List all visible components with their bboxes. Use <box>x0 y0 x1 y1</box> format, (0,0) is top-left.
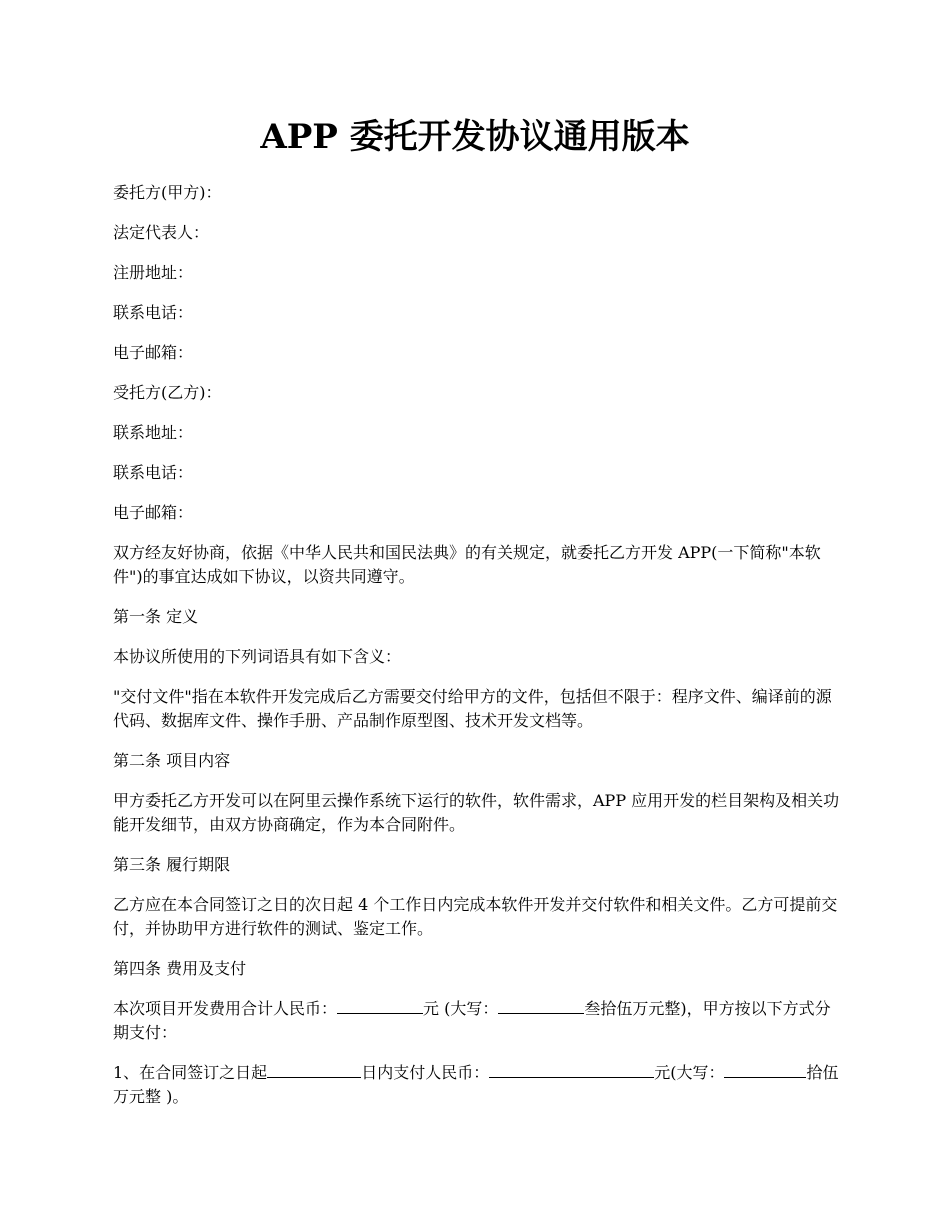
article-3-text: 乙方应在本合同签订之日的次日起 4 个工作日内完成本软件开发并交付软件和相关文件。乙方可提前交付，并协助甲方进行软件的测试、鉴定工作。 <box>113 895 838 938</box>
article-3-heading: 第三条 履行期限 <box>113 855 231 874</box>
installment-days-blank <box>267 1061 361 1078</box>
article-1-definition: "交付文件"指在本软件开发完成后乙方需要交付给甲方的文件，包括但不限于：程序文件、编译前的源代码、数据库文件、操作手册、产品制作原型图、技术开发文档等。 <box>113 687 832 730</box>
fee-amount-blank <box>337 997 423 1014</box>
installment-amount-blank <box>489 1061 654 1078</box>
phone-b-line: 联系电话： <box>113 463 194 482</box>
phone-a-line: 联系电话： <box>113 303 194 322</box>
email-b-line: 电子邮箱： <box>113 503 194 522</box>
fee-capital-blank <box>498 997 584 1014</box>
installment-capital-blank <box>724 1061 782 1078</box>
party-b-line: 受托方(乙方)： <box>113 383 222 402</box>
article-4-fee-paragraph <box>113 997 843 1045</box>
article-4-installment-1 <box>113 1061 843 1109</box>
legal-rep-line: 法定代表人： <box>113 223 210 242</box>
document-body <box>113 181 843 1125</box>
installment-text-2: 日内支付人民币： <box>361 1063 490 1082</box>
fee-text-3: 叁拾伍万元整)，甲方按以下方式分期支付： <box>113 999 831 1042</box>
article-1-heading: 第一条 定义 <box>113 607 199 626</box>
installment-text-1: 1、在合同签订之日起 <box>113 1063 268 1082</box>
installment-text-3: 元(大写： <box>654 1063 725 1082</box>
preamble-paragraph: 双方经友好协商，依据《中华人民共和国民法典》的有关规定，就委托乙方开发 APP(一下简称"本软件")的事宜达成如下协议，以资共同遵守。 <box>113 543 821 586</box>
article-1-intro: 本协议所使用的下列词语具有如下含义： <box>113 647 402 666</box>
reg-address-line: 注册地址： <box>113 263 194 282</box>
address-b-line: 联系地址： <box>113 423 194 442</box>
article-2-text: 甲方委托乙方开发可以在阿里云操作系统下运行的软件，软件需求，APP 应用开发的栏目架构及相关功能开发细节，由双方协商确定，作为本合同附件。 <box>113 791 840 834</box>
party-a-line: 委托方(甲方)： <box>113 183 222 202</box>
article-2-heading: 第二条 项目内容 <box>113 751 231 770</box>
installment-text-4: 拾伍万元整 )。 <box>113 1063 839 1106</box>
email-a-line: 电子邮箱： <box>113 343 194 362</box>
fee-text-2: 元 (大写： <box>423 999 499 1018</box>
installment-capital-blank-cont <box>782 1061 806 1078</box>
document-title: APP 委托开发协议通用版本 <box>260 117 690 157</box>
fee-text-1: 本次项目开发费用合计人民币： <box>113 999 338 1018</box>
article-4-heading: 第四条 费用及支付 <box>113 959 247 978</box>
